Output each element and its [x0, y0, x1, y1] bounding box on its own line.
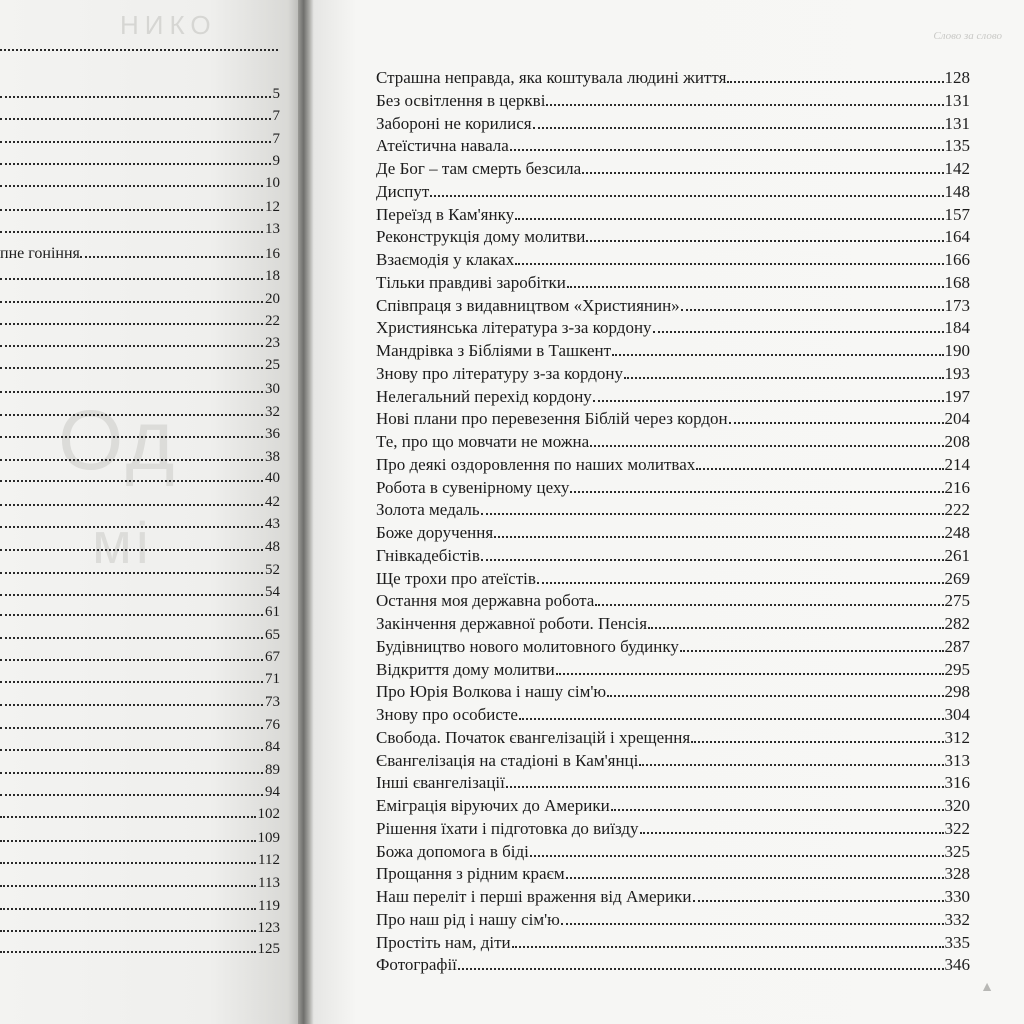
left-toc-entry-page: 125: [257, 941, 280, 957]
left-toc-entry: [0, 898, 280, 920]
left-toc-entry: [0, 291, 280, 313]
dot-leader: [586, 240, 943, 242]
left-toc-entry-page: 89: [265, 762, 280, 778]
dot-leader: [0, 727, 263, 729]
left-toc-entry: [0, 806, 280, 828]
toc-entry-title: Знову про особисте: [376, 705, 518, 724]
left-toc-entry-page: 25: [265, 357, 280, 373]
dot-leader: [0, 549, 263, 551]
left-toc-entry-page: 102: [257, 806, 280, 822]
dot-leader: [0, 301, 263, 303]
dot-leader: [691, 741, 943, 743]
dot-leader: [0, 749, 263, 751]
left-toc-entry-page: 12: [265, 199, 280, 215]
left-toc-entry-page: 30: [265, 381, 280, 397]
left-toc-entry-page: 36: [265, 426, 280, 442]
toc-entry-page: 222: [944, 500, 970, 520]
page-mark-icon: ▲: [980, 980, 994, 995]
toc-entry-page: 261: [944, 545, 970, 565]
dot-leader: [0, 436, 263, 438]
dot-leader: [0, 118, 271, 120]
toc-entry: [376, 909, 970, 932]
toc-entry: [376, 818, 970, 841]
dot-leader: [639, 764, 943, 766]
toc-entry-title: Робота в сувенірному цеху: [376, 477, 570, 497]
toc-entry-title: Фотографії: [376, 955, 457, 975]
dot-leader: [0, 614, 263, 616]
left-toc-entry: [0, 175, 280, 197]
dot-leader: [0, 323, 263, 325]
toc-entry-page: 148: [944, 181, 970, 201]
left-toc-entry: [0, 562, 280, 584]
dot-leader: [481, 559, 944, 561]
toc-entry-title: Переїзд в Кам'янку: [376, 204, 515, 224]
dot-leader: [729, 422, 944, 424]
toc-entry: [376, 340, 970, 363]
dot-leader: [510, 149, 944, 151]
left-toc-entry-page: 48: [265, 539, 280, 555]
dot-leader: [0, 185, 263, 187]
left-toc-entry-page: 42: [265, 494, 280, 510]
left-toc-entry-page: 7: [272, 108, 280, 124]
left-toc-entry-page: 10: [265, 175, 280, 191]
left-toc-entry-page: 112: [258, 852, 280, 868]
dot-leader: [593, 400, 944, 402]
toc-entry: [376, 158, 970, 181]
left-toc-entry-page: 67: [265, 649, 280, 665]
dot-leader: [494, 536, 943, 538]
left-toc-entry-page: 61: [265, 604, 280, 620]
left-toc-entry: [0, 108, 280, 130]
left-toc-entry-page: 32: [265, 404, 280, 420]
dot-leader: [0, 659, 263, 661]
toc-entry-title: Золота медаль: [376, 500, 480, 520]
toc-entry-page: 322: [944, 818, 970, 838]
left-toc-entry-page: 71: [265, 671, 280, 687]
toc-entry-title: Атеїстична навала: [376, 136, 509, 156]
left-toc-entry: [0, 335, 280, 357]
book-gutter: [298, 0, 314, 1024]
dot-leader: [0, 49, 278, 51]
toc-entry-title: Євангелізація на стадіоні в Кам'янці: [376, 750, 639, 770]
left-page-header: НИКО: [120, 10, 217, 40]
toc-entry: [376, 90, 970, 113]
toc-entry-title: Наш переліт і перші враження від Америки: [376, 887, 692, 906]
toc-entry: [376, 681, 970, 704]
dot-leader: [430, 195, 943, 197]
dot-leader: [0, 231, 263, 233]
toc-entry-title: Боже доручення: [376, 523, 494, 542]
dot-leader: [0, 951, 256, 953]
left-toc-entry: [0, 449, 280, 471]
left-toc-entry: [0, 920, 280, 942]
toc-entry-page: 173: [944, 295, 970, 315]
left-toc-entry: [0, 875, 280, 897]
toc-entry: [376, 545, 970, 568]
left-toc-entry: [0, 268, 280, 290]
table-of-contents: [376, 67, 970, 977]
dot-leader: [80, 256, 263, 258]
dot-leader: [0, 278, 263, 280]
toc-entry-page: 316: [944, 773, 970, 793]
toc-entry-title: Ще трохи про атеїстів: [376, 568, 536, 588]
left-toc-entry: [0, 357, 280, 379]
toc-entry: [376, 795, 970, 818]
dot-leader: [607, 695, 943, 697]
dot-leader: [0, 637, 263, 639]
toc-entry-title: Остання моя державна робота: [376, 591, 595, 611]
dot-leader: [0, 414, 263, 416]
left-toc-entry: [0, 221, 280, 243]
toc-entry-title: Мандрівка з Бібліями в Ташкент: [376, 341, 612, 360]
left-toc-entry: [0, 584, 280, 606]
left-toc-entry-page: 109: [257, 830, 280, 846]
left-toc-entry-page: 119: [258, 898, 280, 914]
toc-entry-title: Про деякі оздоровлення по наших молитвах: [376, 454, 696, 474]
toc-entry-title: Диспут: [376, 181, 430, 201]
toc-entry-page: 135: [944, 136, 970, 156]
left-toc-entry: [0, 739, 280, 761]
toc-entry: [376, 67, 970, 90]
dot-leader: [693, 900, 944, 902]
dot-leader: [611, 809, 944, 811]
dot-leader: [0, 572, 263, 574]
toc-entry-page: 335: [944, 932, 970, 952]
dot-leader: [0, 930, 256, 932]
dot-leader: [537, 582, 944, 584]
toc-entry: [376, 704, 970, 727]
dot-leader: [0, 885, 256, 887]
left-toc-entry-page: 9: [272, 153, 280, 169]
toc-entry-page: 313: [944, 750, 970, 770]
dot-leader: [648, 627, 943, 629]
toc-entry: [376, 363, 970, 386]
toc-entry-title: Те, про що мовчати не можна: [376, 432, 590, 451]
toc-entry-title: Тільки правдиві заробітки: [376, 272, 566, 292]
left-toc-entry: [0, 86, 280, 108]
toc-entry-title: Відкриття дому молитви: [376, 659, 555, 679]
running-header: Слово за слово: [933, 30, 1002, 42]
toc-entry-page: 275: [944, 591, 970, 611]
toc-entry-page: 142: [944, 159, 970, 178]
left-toc-entry-page: 23: [265, 335, 280, 351]
dot-leader: [624, 377, 944, 379]
dot-leader: [0, 480, 263, 482]
toc-entry: [376, 590, 970, 613]
dot-leader: [582, 172, 943, 174]
left-toc-entry: [0, 941, 280, 963]
left-toc-entry-page: 18: [265, 268, 280, 284]
toc-entry-page: 164: [944, 227, 970, 247]
toc-entry-title: Без освітлення в церкві: [376, 90, 546, 110]
dot-leader: [0, 367, 263, 369]
toc-entry-page: 128: [944, 68, 970, 87]
toc-entry-title: Реконструкція дому молитви: [376, 227, 586, 247]
toc-entry-title: Еміграція віруючих до Америки: [376, 796, 610, 815]
left-toc-entry-page: 22: [265, 313, 280, 329]
toc-entry: [376, 932, 970, 955]
dot-leader: [519, 718, 944, 720]
left-toc-entry: [0, 426, 280, 448]
left-toc-entry: [0, 516, 280, 538]
toc-entry: [376, 886, 970, 909]
toc-entry-title: Християнська література з-за кордону: [376, 318, 652, 338]
dot-leader: [0, 908, 256, 910]
toc-entry-title: Де Бог – там смерть безсила: [376, 159, 582, 178]
toc-entry-page: 190: [944, 341, 970, 360]
left-toc-entry: [0, 762, 280, 784]
toc-entry: [376, 431, 970, 454]
left-page-ghost-text-2: мі: [92, 511, 153, 576]
dot-leader: [0, 840, 256, 842]
toc-entry-title: Страшна неправда, яка коштувала людині життя: [376, 68, 727, 87]
left-toc-entry-page: 38: [265, 449, 280, 465]
dot-leader: [458, 968, 944, 970]
toc-entry: [376, 317, 970, 340]
left-toc-entry-page: 20: [265, 291, 280, 307]
toc-entry: [376, 727, 970, 750]
toc-entry: [376, 454, 970, 477]
left-toc-entry-page: 113: [258, 875, 280, 891]
dot-leader: [0, 459, 263, 461]
toc-entry-title: Про Юрія Волкова і нашу сім'ю: [376, 682, 607, 702]
dot-leader: [567, 286, 944, 288]
left-toc-entry-page: 40: [265, 470, 280, 486]
dot-leader: [481, 513, 944, 515]
toc-entry-title: Знову про літературу з-за кордону: [376, 363, 623, 383]
dot-leader: [0, 772, 263, 774]
dot-leader: [561, 923, 944, 925]
toc-entry-page: 312: [944, 727, 970, 747]
toc-entry: [376, 113, 970, 136]
toc-entry: [376, 636, 970, 659]
dot-leader: [515, 218, 943, 220]
dot-leader: [0, 345, 263, 347]
toc-entry: [376, 750, 970, 773]
dot-leader: [0, 96, 271, 98]
toc-entry: [376, 772, 970, 795]
toc-entry-page: 332: [944, 909, 970, 929]
dot-leader: [0, 816, 256, 818]
toc-entry-title: Забороні не корилися: [376, 113, 532, 133]
toc-entry-title: Свобода. Початок євангелізацій і хрещення: [376, 727, 691, 747]
left-toc-entry: [0, 153, 280, 175]
dot-leader: [0, 504, 263, 506]
toc-entry-title: Нові плани про перевезення Біблій через кордон: [376, 409, 728, 429]
dot-leader: [0, 391, 263, 393]
left-toc-entry: [0, 852, 280, 874]
toc-entry-page: 346: [944, 955, 970, 975]
dot-leader: [546, 104, 943, 106]
dot-leader: [590, 445, 943, 447]
left-page-ghost-text-1: Од: [58, 393, 179, 487]
dot-leader: [515, 263, 943, 265]
left-toc-entry: [0, 830, 280, 852]
left-toc-entry-page: 73: [265, 694, 280, 710]
left-toc-entry-page: 94: [265, 784, 280, 800]
left-toc-entry: [0, 717, 280, 739]
dot-leader: [653, 331, 944, 333]
left-toc-entry-page: 52: [265, 562, 280, 578]
toc-entry-page: 325: [944, 841, 970, 861]
toc-entry-title: Інші євангелізації: [376, 773, 505, 793]
dot-leader: [556, 673, 944, 675]
dot-leader: [0, 794, 263, 796]
left-toc-entry-page: 54: [265, 584, 280, 600]
toc-entry: [376, 386, 970, 409]
dot-leader: [506, 786, 944, 788]
toc-entry-page: 282: [944, 614, 970, 633]
toc-entry-title: Прощання з рідним краєм: [376, 864, 565, 884]
dot-leader: [612, 354, 943, 356]
dot-leader: [0, 209, 263, 211]
toc-entry-title: Будівництво нового молитовного будинку: [376, 636, 679, 656]
toc-entry: [376, 613, 970, 636]
toc-entry: [376, 204, 970, 227]
toc-entry-title: Закінчення державної роботи. Пенсія: [376, 614, 648, 633]
left-toc-entry: [0, 604, 280, 626]
left-toc-entry-page: 5: [272, 86, 280, 102]
toc-entry-title: Простіть нам, діти: [376, 932, 511, 952]
dot-leader: [0, 141, 271, 143]
left-toc-entry: [0, 694, 280, 716]
toc-entry-title: Нелегальний перехід кордону: [376, 386, 592, 406]
dot-leader: [696, 468, 943, 470]
left-toc-entry-title: пне гоніння: [0, 245, 80, 262]
toc-entry-page: 304: [944, 705, 970, 724]
toc-entry-title: Взаємодія у клаках: [376, 250, 515, 269]
dot-leader: [0, 862, 256, 864]
dot-leader: [0, 594, 263, 596]
left-toc-entry-page: 43: [265, 516, 280, 532]
toc-entry: [376, 659, 970, 682]
toc-entry-page: 204: [944, 409, 970, 429]
dot-leader: [512, 946, 944, 948]
dot-leader: [595, 604, 943, 606]
dot-leader: [640, 832, 944, 834]
left-toc-entry: [0, 539, 280, 561]
toc-entry-title: Божа допомога в біді: [376, 841, 529, 861]
toc-entry: [376, 841, 970, 864]
toc-entry-page: 131: [944, 90, 970, 110]
toc-entry-title: Про наш рід і нашу сім'ю: [376, 909, 560, 929]
left-toc-entry: [0, 199, 280, 221]
toc-entry: [376, 568, 970, 591]
toc-entry-page: 166: [944, 250, 970, 269]
left-toc-entry: [0, 494, 280, 516]
toc-entry-page: 208: [944, 432, 970, 451]
left-toc-entry: [0, 627, 280, 649]
toc-entry: [376, 408, 970, 431]
toc-entry: [376, 954, 970, 977]
dot-leader: [681, 309, 944, 311]
toc-entry-page: 328: [944, 864, 970, 884]
toc-entry: [376, 477, 970, 500]
toc-entry: [376, 181, 970, 204]
dot-leader: [566, 877, 944, 879]
toc-entry-page: 330: [944, 887, 970, 906]
left-toc-entry: [0, 381, 280, 403]
left-toc-entry-page: 65: [265, 627, 280, 643]
toc-entry-title: Гнівкадебістів: [376, 545, 480, 565]
left-toc-entry-page: 76: [265, 717, 280, 733]
left-toc-entry: [0, 313, 280, 335]
toc-entry-page: 193: [944, 363, 970, 383]
left-toc-entry: [0, 470, 280, 492]
toc-entry: [376, 135, 970, 158]
dot-leader: [570, 491, 943, 493]
toc-entry-page: 287: [944, 636, 970, 656]
left-toc-entry-page: 13: [265, 221, 280, 237]
toc-entry-page: 197: [944, 386, 970, 406]
dot-leader: [533, 127, 944, 129]
dot-leader: [680, 650, 944, 652]
toc-entry: [376, 249, 970, 272]
toc-entry-title: Рішення їхати і підготовка до виїзду: [376, 818, 639, 838]
dot-leader: [0, 526, 263, 528]
toc-entry-page: 168: [944, 272, 970, 292]
left-toc-entry: [0, 245, 280, 267]
toc-entry-page: 131: [944, 113, 970, 133]
toc-entry-page: 295: [944, 659, 970, 679]
dot-leader: [727, 81, 943, 83]
toc-entry-page: 184: [944, 318, 970, 338]
left-toc-entry: [0, 404, 280, 426]
toc-entry: [376, 295, 970, 318]
left-toc-entry-page: 123: [257, 920, 280, 936]
toc-entry-title: Співпраця з видавництвом «Християнин»: [376, 295, 680, 315]
toc-entry-page: 214: [944, 454, 970, 474]
left-toc-entry-page: 7: [272, 131, 280, 147]
toc-entry-page: 298: [944, 682, 970, 702]
left-toc-entry: [0, 784, 280, 806]
left-toc-entry-page: 16: [265, 246, 280, 262]
toc-entry: [376, 522, 970, 545]
left-toc-entry: [0, 49, 280, 71]
left-toc-entry: [0, 671, 280, 693]
toc-entry-page: 216: [944, 477, 970, 497]
toc-entry-page: 320: [944, 796, 970, 815]
dot-leader: [0, 704, 263, 706]
toc-entry: [376, 272, 970, 295]
toc-entry: [376, 226, 970, 249]
toc-entry-page: 269: [944, 568, 970, 588]
dot-leader: [0, 681, 263, 683]
left-toc-entry: [0, 131, 280, 153]
left-toc-entry: [0, 649, 280, 671]
left-toc-entry-page: 84: [265, 739, 280, 755]
dot-leader: [0, 163, 271, 165]
left-page: [0, 0, 300, 1024]
toc-entry-page: 248: [944, 523, 970, 542]
toc-entry-page: 157: [944, 204, 970, 224]
dot-leader: [530, 855, 944, 857]
toc-entry: [376, 499, 970, 522]
toc-entry: [376, 863, 970, 886]
